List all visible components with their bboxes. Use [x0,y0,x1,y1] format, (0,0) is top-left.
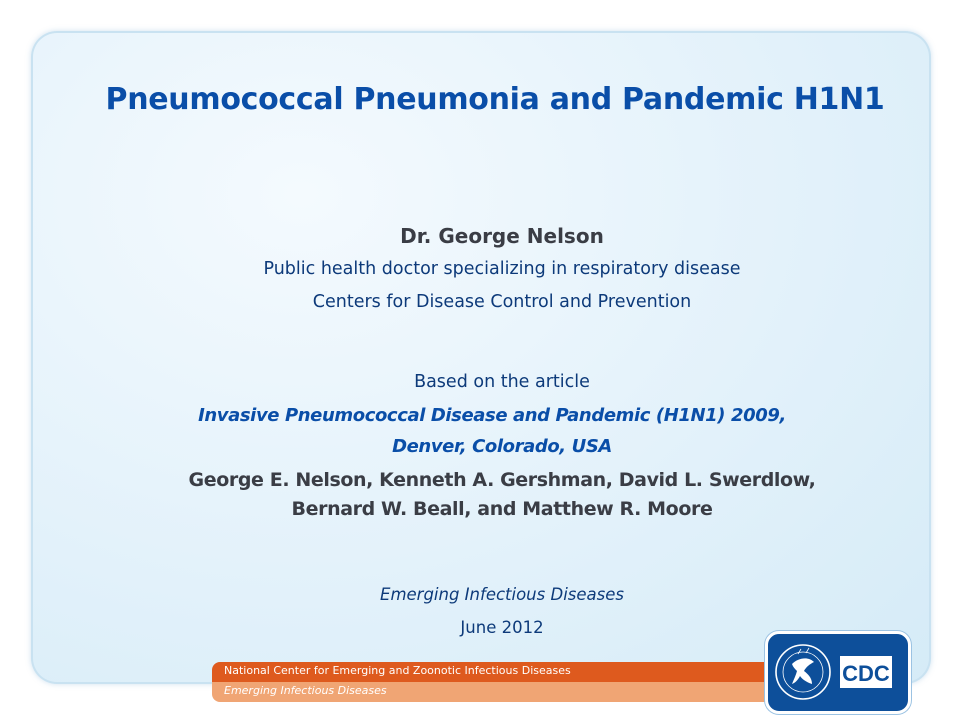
footer-subtitle: Emerging Infectious Diseases [224,684,387,697]
article-intro: Based on the article [414,372,590,392]
footer-center-bar [212,662,812,682]
publication-date: June 2012 [460,618,544,637]
article-authors-line2: Bernard W. Beall, and Matthew R. Moore [291,498,713,520]
journal-name: Emerging Infectious Diseases [380,585,624,604]
footer-center-name: National Center for Emerging and Zoonotic Infectious Diseases [224,664,571,677]
article-title-line2: Denver, Colorado, USA [392,436,612,457]
cdc-wordmark-icon [768,634,908,711]
speaker-role: Public health doctor specializing in respiratory disease [263,259,741,279]
footer-subtitle-bar [212,682,812,702]
speaker-name: Dr. George Nelson [400,224,604,248]
logo-text: CDC [842,661,890,686]
slide-title: Pneumococcal Pneumonia and Pandemic H1N1 [105,82,885,117]
article-authors-line1: George E. Nelson, Kenneth A. Gershman, David L. Swerdlow, [188,469,816,491]
cdc-logo [765,631,911,714]
speaker-organization: Centers for Disease Control and Prevention [312,292,692,312]
article-title-line1: Invasive Pneumococcal Disease and Pandemic (H1N1) 2009, [198,405,786,426]
